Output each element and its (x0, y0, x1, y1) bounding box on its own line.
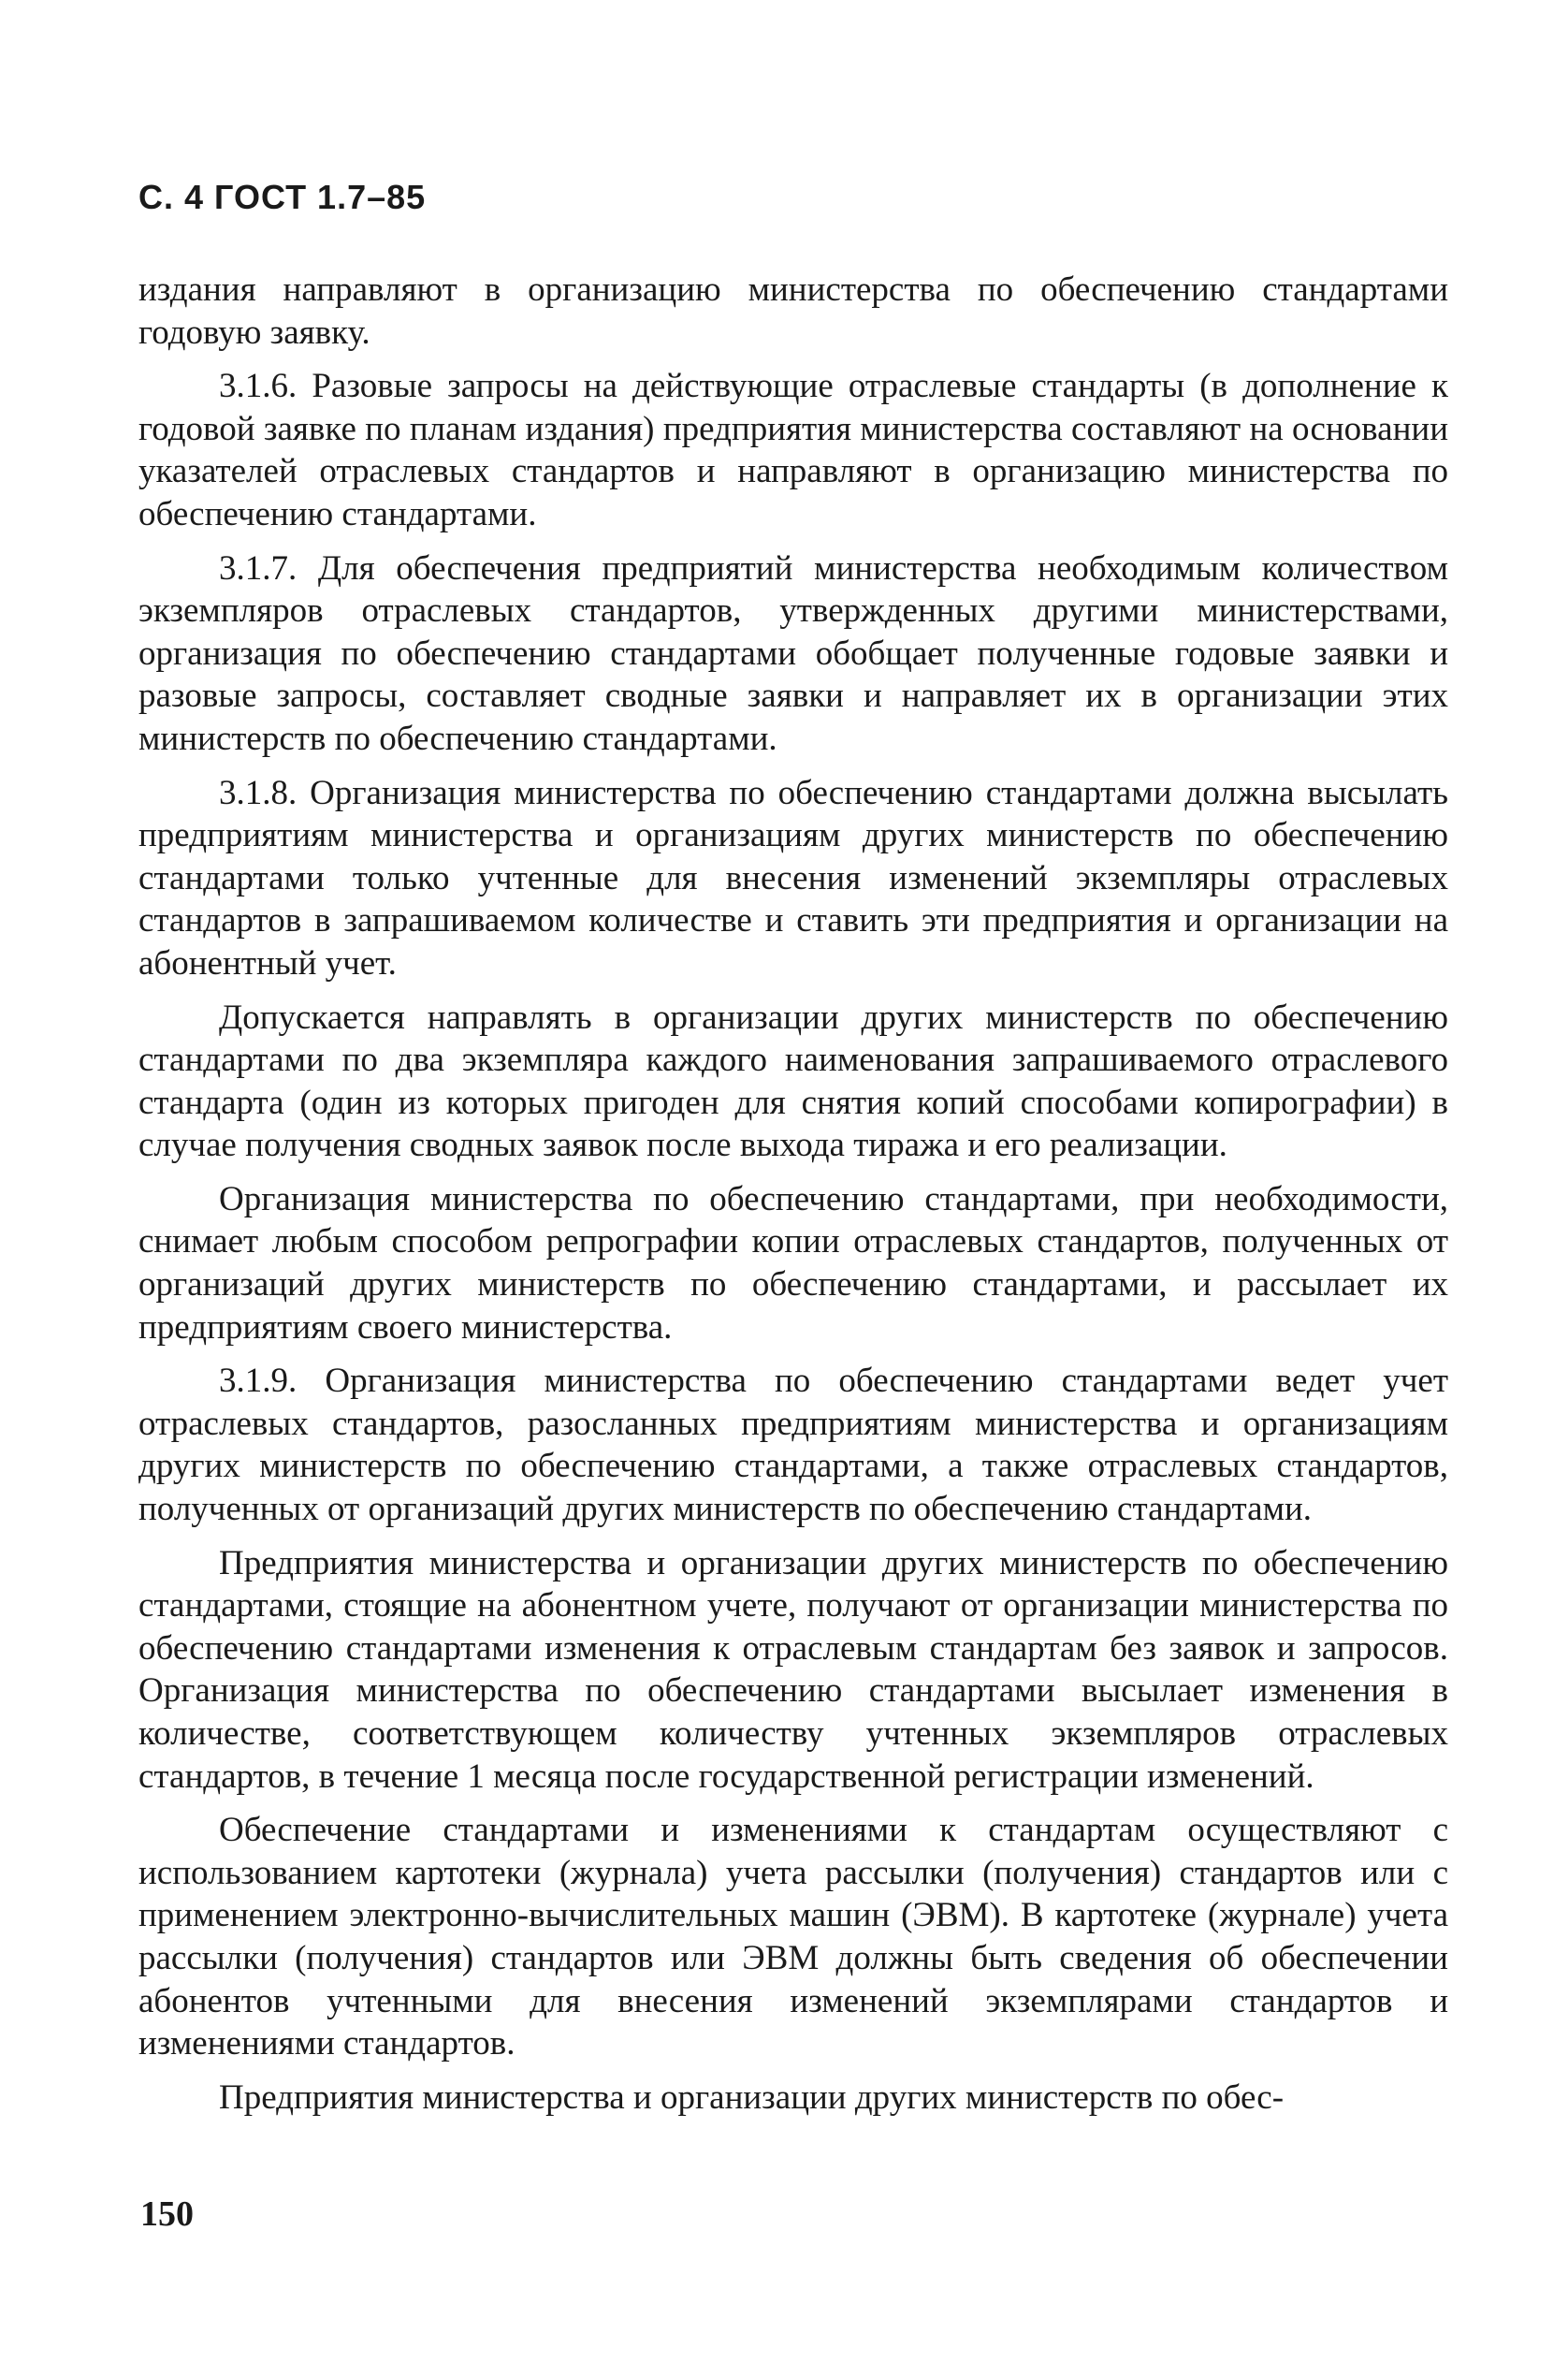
paragraph: Обеспечение стандартами и изменениями к стандартам осуществляют с использованием картотеки (журнала) учета рассылки (получения) стандартов или с применением электронно-вычислительных машин (ЭВМ). В картотеке (журнале) учета рассылки (получения) стандартов или ЭВМ должны быть сведения об обеспечении абонентов учтенными для внесения изменений экземплярами стандартов и изменениями стандартов. (138, 1811, 1448, 2063)
paragraph: Организация министерства по обеспечению стандартами, при необходимости, снимает любым способом репрографии копии отраслевых стандартов, полученных от организаций других министерств по обеспечению стандартами, и рассылает их предприятиям своего министерства. (138, 1179, 1448, 1347)
paragraph: издания направляют в организацию министерства по обеспечению стандартами годовую заявку. (138, 270, 1448, 352)
paragraph: 3.1.7. Для обеспечения предприятий министерства необходимым количеством экземпляров отраслевых стандартов, утвержденных другими министерствами, организация по обеспечению стандартами обобщает полученные годовые заявки и разовые запросы, составляет сводные заявки и направляет их в организации этих министерств по обеспечению стандартами. (138, 548, 1448, 758)
paragraph: 3.1.6. Разовые запросы на действующие отраслевые стандарты (в дополнение к годовой заявке по планам издания) предприятия министерства составляют на основании указателей отраслевых стандартов и направляют в организацию министерства по обеспечению стандартами. (138, 367, 1448, 533)
page-header: С. 4 ГОСТ 1.7–85 (138, 178, 427, 216)
page-number: 150 (140, 2194, 194, 2234)
paragraph: Предприятия министерства и организации других министерств по обес- (219, 2077, 1285, 2117)
paragraph: Допускается направлять в организации других министерств по обеспечению стандартами по два экземпляра каждого наименования запрашиваемого отраслевого стандарта (один из которых пригоден для снятия копий способами копирографии) в случае получения сводных заявок после выхода тиража и его реализации. (138, 998, 1448, 1165)
paragraph: 3.1.8. Организация министерства по обеспечению стандартами должна высылать предприятиям министерства и организациям других министерств по обеспечению стандартами только учтенные для внесения изменений экземпляры отраслевых стандартов в запрашиваемом количестве и ставить эти предприятия и организации на абонентный учет. (138, 773, 1448, 983)
document-body (138, 269, 1448, 2130)
paragraph: Предприятия министерства и организации других министерств по обеспечению стандартами, стоящие на абонентном учете, получают от организации министерства по обеспечению стандартами изменения к отраслевым стандартам без заявок и запросов. Организация министерства по обеспечению стандартами высылает изменения в количестве, соответствующем количеству учтенных экземпляров отраслевых стандартов, в течение 1 месяца после государственной регистрации изменений. (138, 1543, 1448, 1796)
paragraph: 3.1.9. Организация министерства по обеспечению стандартами ведет учет отраслевых стандартов, разосланных предприятиям министерства и организациям других министерств по обеспечению стандартами, а также отраслевых стандартов, полученных от организаций других министерств по обеспечению стандартами. (138, 1362, 1448, 1529)
